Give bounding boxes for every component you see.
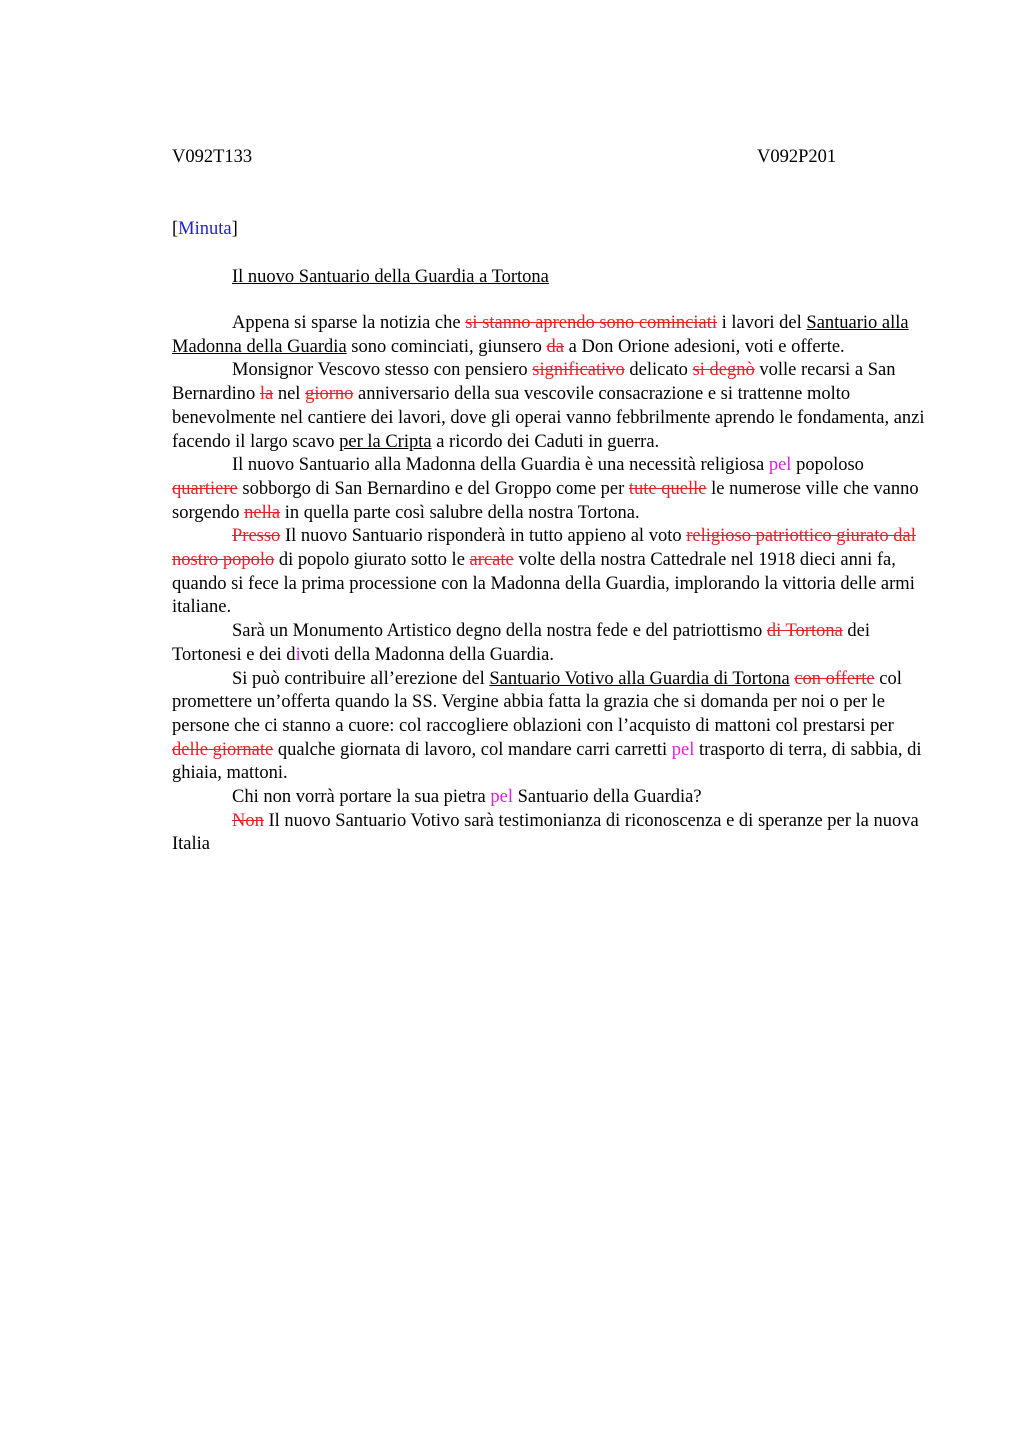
text-run: a Don Orione adesioni, voti e offerte. xyxy=(564,336,845,357)
document-code-right: V092P201 xyxy=(757,147,837,167)
paragraph-1 xyxy=(172,312,932,359)
text-run: trasporto di terra, di sabbia, di ghiaia, mattoni. xyxy=(172,739,922,784)
paragraph-3 xyxy=(172,454,932,525)
paragraph-2 xyxy=(172,359,932,454)
text-run: Il nuovo Santuario alla Madonna della Guardia è una necessità religiosa xyxy=(232,455,769,476)
text-run: le numerose ville che vanno sorgendo xyxy=(172,478,919,523)
text-run: Santuario della Guardia? xyxy=(513,787,702,808)
deleted-text: si stanno aprendo sono cominciati xyxy=(465,313,717,333)
inserted-text: i xyxy=(295,644,301,665)
text-run: Si può contribuire all’erezione del xyxy=(232,668,490,689)
text-run: volte della nostra Cattedrale nel 1918 dieci anni fa, quando si fece la prima processione con la Madonna della Guardia, implorando la vittoria delle armi italiane. xyxy=(172,550,915,618)
deleted-text: significativo xyxy=(532,360,625,381)
text-run: volle recarsi a San Bernardino xyxy=(172,360,896,405)
text-run: Il nuovo Santuario risponderà in tutto appieno al voto xyxy=(280,526,687,547)
minuta-text: Minuta xyxy=(178,219,232,239)
deleted-text: con offerte xyxy=(794,668,875,689)
paragraph-8 xyxy=(172,810,932,857)
text-run: dei Tortonesi e dei d xyxy=(172,621,871,665)
document-title: Il nuovo Santuario della Guardia a Tortona xyxy=(232,267,549,287)
text-run: di popolo giurato sotto le xyxy=(274,550,470,571)
paragraph-4 xyxy=(172,525,932,620)
text-run: nel xyxy=(273,384,306,405)
paragraph-6 xyxy=(172,668,932,787)
text-run: Appena si sparse la notizia che xyxy=(232,313,466,333)
text-run: voti della Madonna della Guardia. xyxy=(300,644,554,665)
text-run: qualche giornata di lavoro, col mandare carri carretti xyxy=(273,739,672,760)
text-run: Sarà un Monumento Artistico degno della nostra fede e del patriottismo xyxy=(232,621,767,642)
deleted-text: tute quelle xyxy=(628,478,707,499)
inserted-text: pel xyxy=(671,739,695,760)
deleted-text: di Tortona xyxy=(766,621,843,642)
deleted-text: Presso xyxy=(232,526,281,547)
deleted-text: la xyxy=(259,384,274,405)
inserted-text: pel xyxy=(490,787,514,808)
underlined-text: Santuario Votivo alla Guardia di Tortona xyxy=(489,668,790,689)
text-run: ] xyxy=(231,219,238,239)
paragraph-7 xyxy=(172,786,932,810)
text-run: Monsignor Vescovo stesso con pensiero xyxy=(232,360,533,381)
deleted-text: Non xyxy=(232,810,264,831)
inserted-text: pel xyxy=(768,455,792,476)
deleted-text: delle giornate xyxy=(172,739,274,760)
text-run: delicato xyxy=(624,360,693,381)
deleted-text: arcate xyxy=(469,550,514,571)
text-run: popoloso xyxy=(791,455,864,476)
text-run: col promettere un’offerta quando la SS. Vergine abbia fatta la grazia che si domanda per noi o per le persone che ci stanno a cuore: col raccogliere oblazioni con l’acquisto di mattoni col prestarsi per xyxy=(172,668,902,736)
deleted-text: quartiere xyxy=(172,478,238,499)
deleted-text: nella xyxy=(244,502,281,523)
text-run: i lavori del xyxy=(717,313,807,333)
deleted-text: religioso patriottico giurato dal nostro popolo xyxy=(172,526,916,571)
text-run: sono cominciati, giunsero xyxy=(346,336,547,357)
text-run: [ xyxy=(172,219,179,239)
text-run: Il nuovo Santuario Votivo sarà testimonianza di riconoscenza e di speranze per la nuova Italia xyxy=(172,810,919,855)
document-code-left: V092T133 xyxy=(172,147,253,167)
deleted-text: da xyxy=(546,336,565,357)
text-run: anniversario della sua vescovile consacrazione e si trattenne molto benevolmente nel cantiere dei lavori, dove gli operai vanno febbrilmente aprendo le fondamenta, anzi facendo il largo scavo xyxy=(172,384,925,452)
paragraph-5 xyxy=(172,620,932,667)
text-run: Chi non vorrà portare la sua pietra xyxy=(232,787,491,808)
deleted-text: si degnò xyxy=(692,360,755,381)
underlined-text: Santuario alla Madonna della Guardia xyxy=(172,313,909,357)
document-body xyxy=(172,312,932,857)
text-run: sobborgo di San Bernardino e del Groppo come per xyxy=(237,478,629,499)
minuta-label xyxy=(172,218,238,240)
underlined-text: per la Cripta xyxy=(339,431,432,452)
deleted-text: giorno xyxy=(305,384,354,405)
text-run: a ricordo dei Caduti in guerra. xyxy=(431,431,660,452)
text-run: in quella parte così salubre della nostra Tortona. xyxy=(280,502,640,523)
